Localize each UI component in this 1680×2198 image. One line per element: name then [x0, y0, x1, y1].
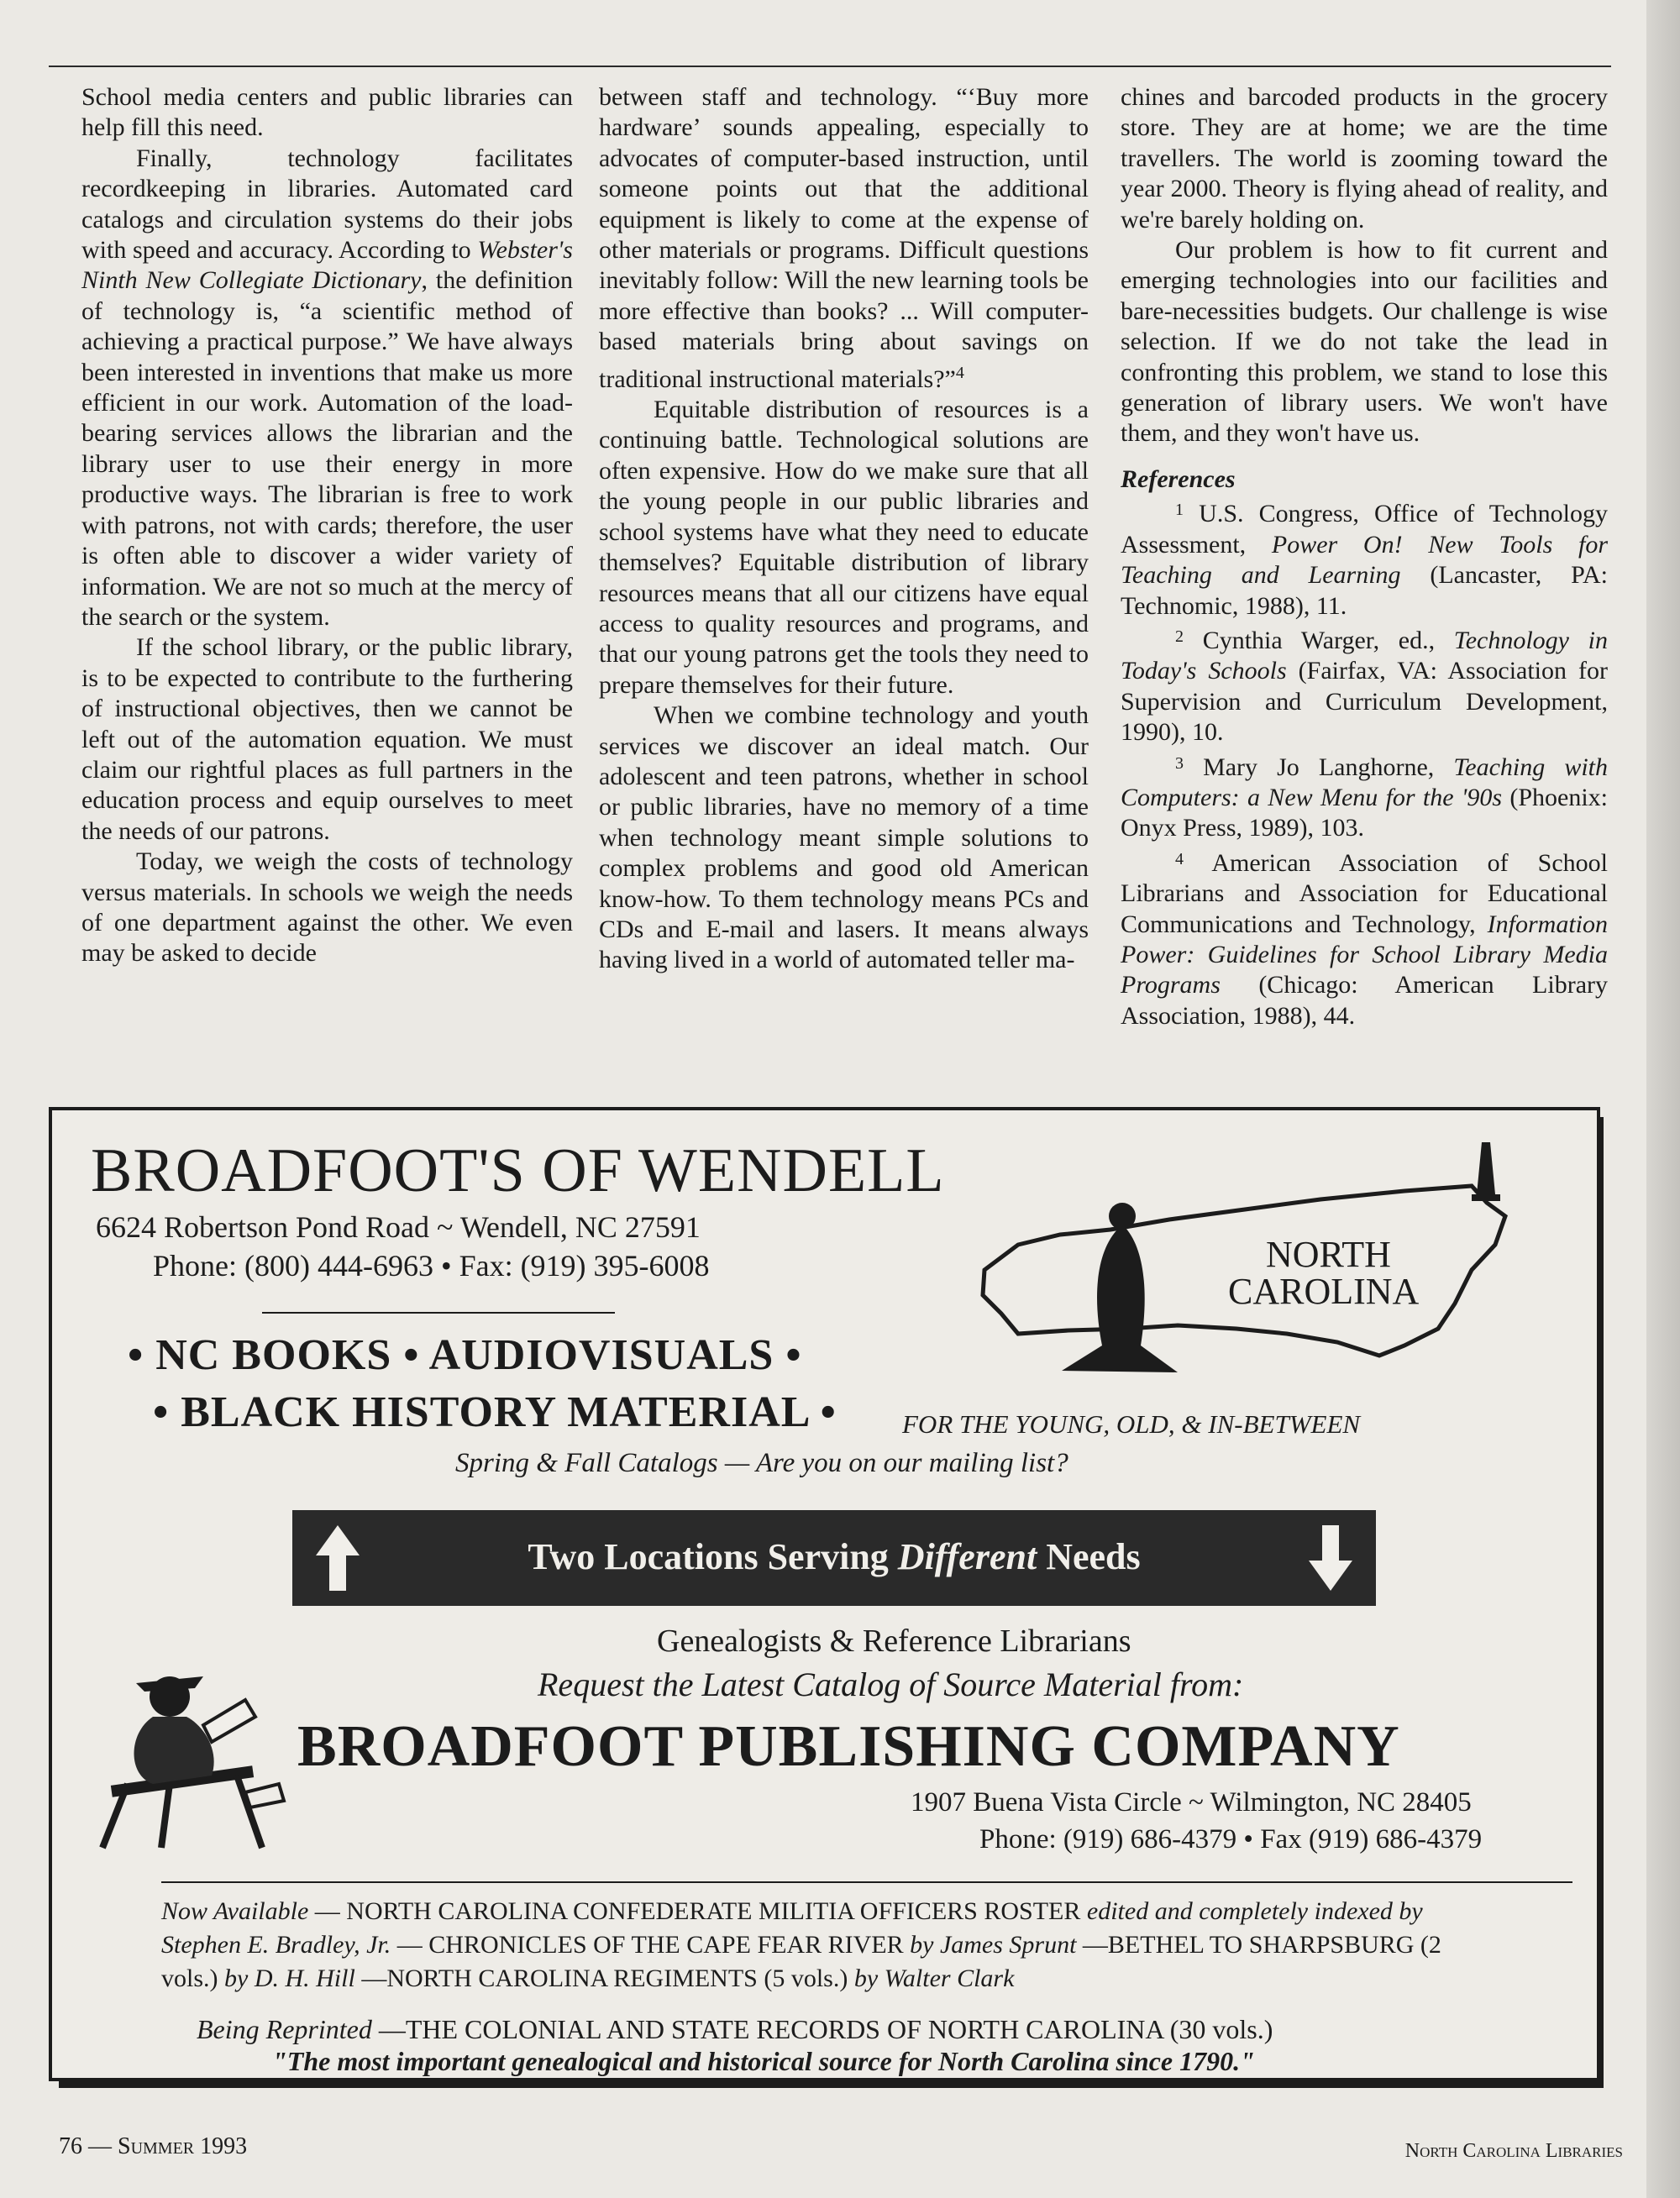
journal-name-footer: North Carolina Libraries — [1404, 2140, 1623, 2162]
being-reprinted-line: Being Reprinted —THE COLONIAL AND STATE RECORDS OF NORTH CAROLINA (30 vols.) — [197, 2014, 1273, 2044]
footnote-marker: 4 — [955, 363, 964, 382]
ad-audience-line: Genealogists & Reference Librarians — [657, 1624, 1131, 1659]
publisher-title: BROADFOOT PUBLISHING COMPANY — [297, 1714, 1400, 1779]
ad-request-line: Request the Latest Catalog of Source Material from: — [538, 1666, 1244, 1703]
publisher-phone: Phone: (919) 686-4379 • Fax (919) 686-4379 — [979, 1824, 1483, 1854]
ad-catalogs-line: Spring & Fall Catalogs — Are you on our mailing list? — [455, 1448, 1068, 1478]
divider — [262, 1312, 615, 1314]
paragraph: chines and barcoded products in the grocery store. They are at home; we are the time travellers. The world is zooming toward the year 2000. Theory is flying ahead of reality, and we're barely holding on. — [1121, 83, 1608, 233]
paragraph: School media centers and public libraries can help fill this need. — [81, 83, 573, 142]
map-label: NORTH — [1266, 1234, 1391, 1275]
top-rule — [49, 66, 1611, 67]
ad-bullet-line: • BLACK HISTORY MATERIAL • — [153, 1388, 837, 1436]
ad-address: 6624 Robertson Pond Road ~ Wendell, NC 27591 — [96, 1210, 701, 1244]
article-column-1 — [81, 82, 573, 969]
references-heading: References — [1121, 464, 1236, 493]
paragraph: Finally, technology facilitates recordkeeping in libraries. Automated card catalogs and circulation systems do their jobs with speed and accuracy. According to Webster's Ninth New Collegiate Dictionary, the definition of technology is, “a scientific method of achieving a practical purpose.” We have always been interested in inventions that make us more efficient in our work. Automation of the load-bearing services allows the librarian and the library user to use their energy in more productive ways. The librarian is free to work with patrons, not with cards; therefore, the user is often able to discover a wider variety of information. We are not so much at the mercy of the search or the system. — [81, 144, 573, 631]
page-number-footer: 76 — Summer 1993 — [59, 2133, 248, 2159]
now-available-list: Now Available — NORTH CAROLINA CONFEDERATE MILITIA OFFICERS ROSTER edited and completely indexed by Stephen E. Bradley, Jr. — CHRONICLES OF THE CAPE FEAR RIVER by James Sprunt —BETHEL TO SHARPSBURG (2 vols.) by D. H. Hill —NORTH CAROLINA REGIMENTS (5 vols.) by Walter Clark — [161, 1897, 1441, 1992]
divider — [161, 1881, 1572, 1883]
reference-item: $^1$ U.S. Congress, Office of Technology Assessment, Power On! New Tools for Teaching and Learning (Lancaster, PA: Technomic, 1988), 11. — [1121, 500, 1609, 620]
arrow-down-icon — [1305, 1522, 1356, 1594]
paragraph: Our problem is how to fit current and emerging technologies into our facilities and bare-necessities budgets. Our challenge is wise selection. If we do not take the lead in confronting this problem, we stand to lose this generation of library users. We won't have them, and they won't have us. — [1121, 236, 1608, 448]
scribe-illustration-icon — [77, 1658, 312, 1851]
banner-text: Two Locations Serving Different Needs — [528, 1536, 1141, 1577]
paragraph: If the school library, or the public library, is to be expected to contribute to the furthering of instructional objectives, then we cannot be left out of the automation equation. We must claim our rightful places as full partners in the education process and equip ourselves to meet the needs of our patrons. — [81, 633, 573, 845]
ad-tagline: FOR THE YOUNG, OLD, & IN-BETWEEN — [902, 1409, 1361, 1439]
article-column-3 — [1121, 82, 1608, 1031]
advertisement-box — [49, 1107, 1600, 2081]
paragraph: between staff and technology. “‘Buy more hardware’ sounds appealing, especially to advocates of computer-based instruction, until someone points out that the additional equipment is likely to come at the expense of other materials or programs. Difficult questions inevitably follow: Will the new learning tools be more effective than books? ... Will computer-based materials bring about savings on traditional instructional materials?”$^4$ — [599, 83, 1089, 393]
article-column-2 — [599, 82, 1089, 976]
ad-quote: "The most important genealogical and historical source for North Carolina since 1790." — [272, 2046, 1255, 2076]
paragraph: Equitable distribution of resources is a continuing battle. Technological solutions are often expensive. How do we make sure that all the young people in our public libraries and school systems have what they need to educate themselves? Equitable distribution of library resources means that all our citizens have equal access to quality resources and programs, and that our young patrons get the tools they need to prepare themselves for their future. — [599, 396, 1089, 699]
locations-banner — [292, 1510, 1376, 1606]
reference-item: $^4$ American Association of School Librarians and Association for Educational Communications and Technology, Information Power: Guidelines for School Library Media Programs (Chicago: American Library Association, 1988), 44. — [1121, 848, 1608, 1030]
reference-item: $^2$ Cynthia Warger, ed., Technology in Today's Schools (Fairfax, VA: Association for Supervision and Curriculum Development, 1990), 10. — [1121, 626, 1609, 747]
page-edge — [1646, 0, 1680, 2198]
publisher-address: 1907 Buena Vista Circle ~ Wilmington, NC 28405 — [911, 1787, 1472, 1818]
map-label: CAROLINA — [1228, 1271, 1420, 1312]
paragraph: Today, we weigh the costs of technology versus materials. In schools we weigh the needs of one department against the other. We even may be asked to decide — [81, 847, 573, 968]
north-carolina-map-icon — [968, 1136, 1522, 1379]
ad-bullet-line: • NC BOOKS • AUDIOVISUALS • — [128, 1331, 802, 1379]
paragraph: When we combine technology and youth services we discover an ideal match. Our adolescent and teen patrons, whether in school or public libraries, have no memory of a time when technology meant simple solutions to complex problems and good old American know-how. To them technology means PCs and CDs and E-mail and lasers. It means always having lived in a world of automated teller ma- — [599, 701, 1089, 974]
reference-item: $^3$ Mary Jo Langhorne, Teaching with Computers: a New Menu for the '90s (Phoenix: Onyx Press, 1989), 103. — [1121, 753, 1608, 842]
ad-phone: Phone: (800) 444-6963 • Fax: (919) 395-6008 — [153, 1249, 710, 1283]
ad-title: BROADFOOT'S OF WENDELL — [91, 1136, 945, 1205]
